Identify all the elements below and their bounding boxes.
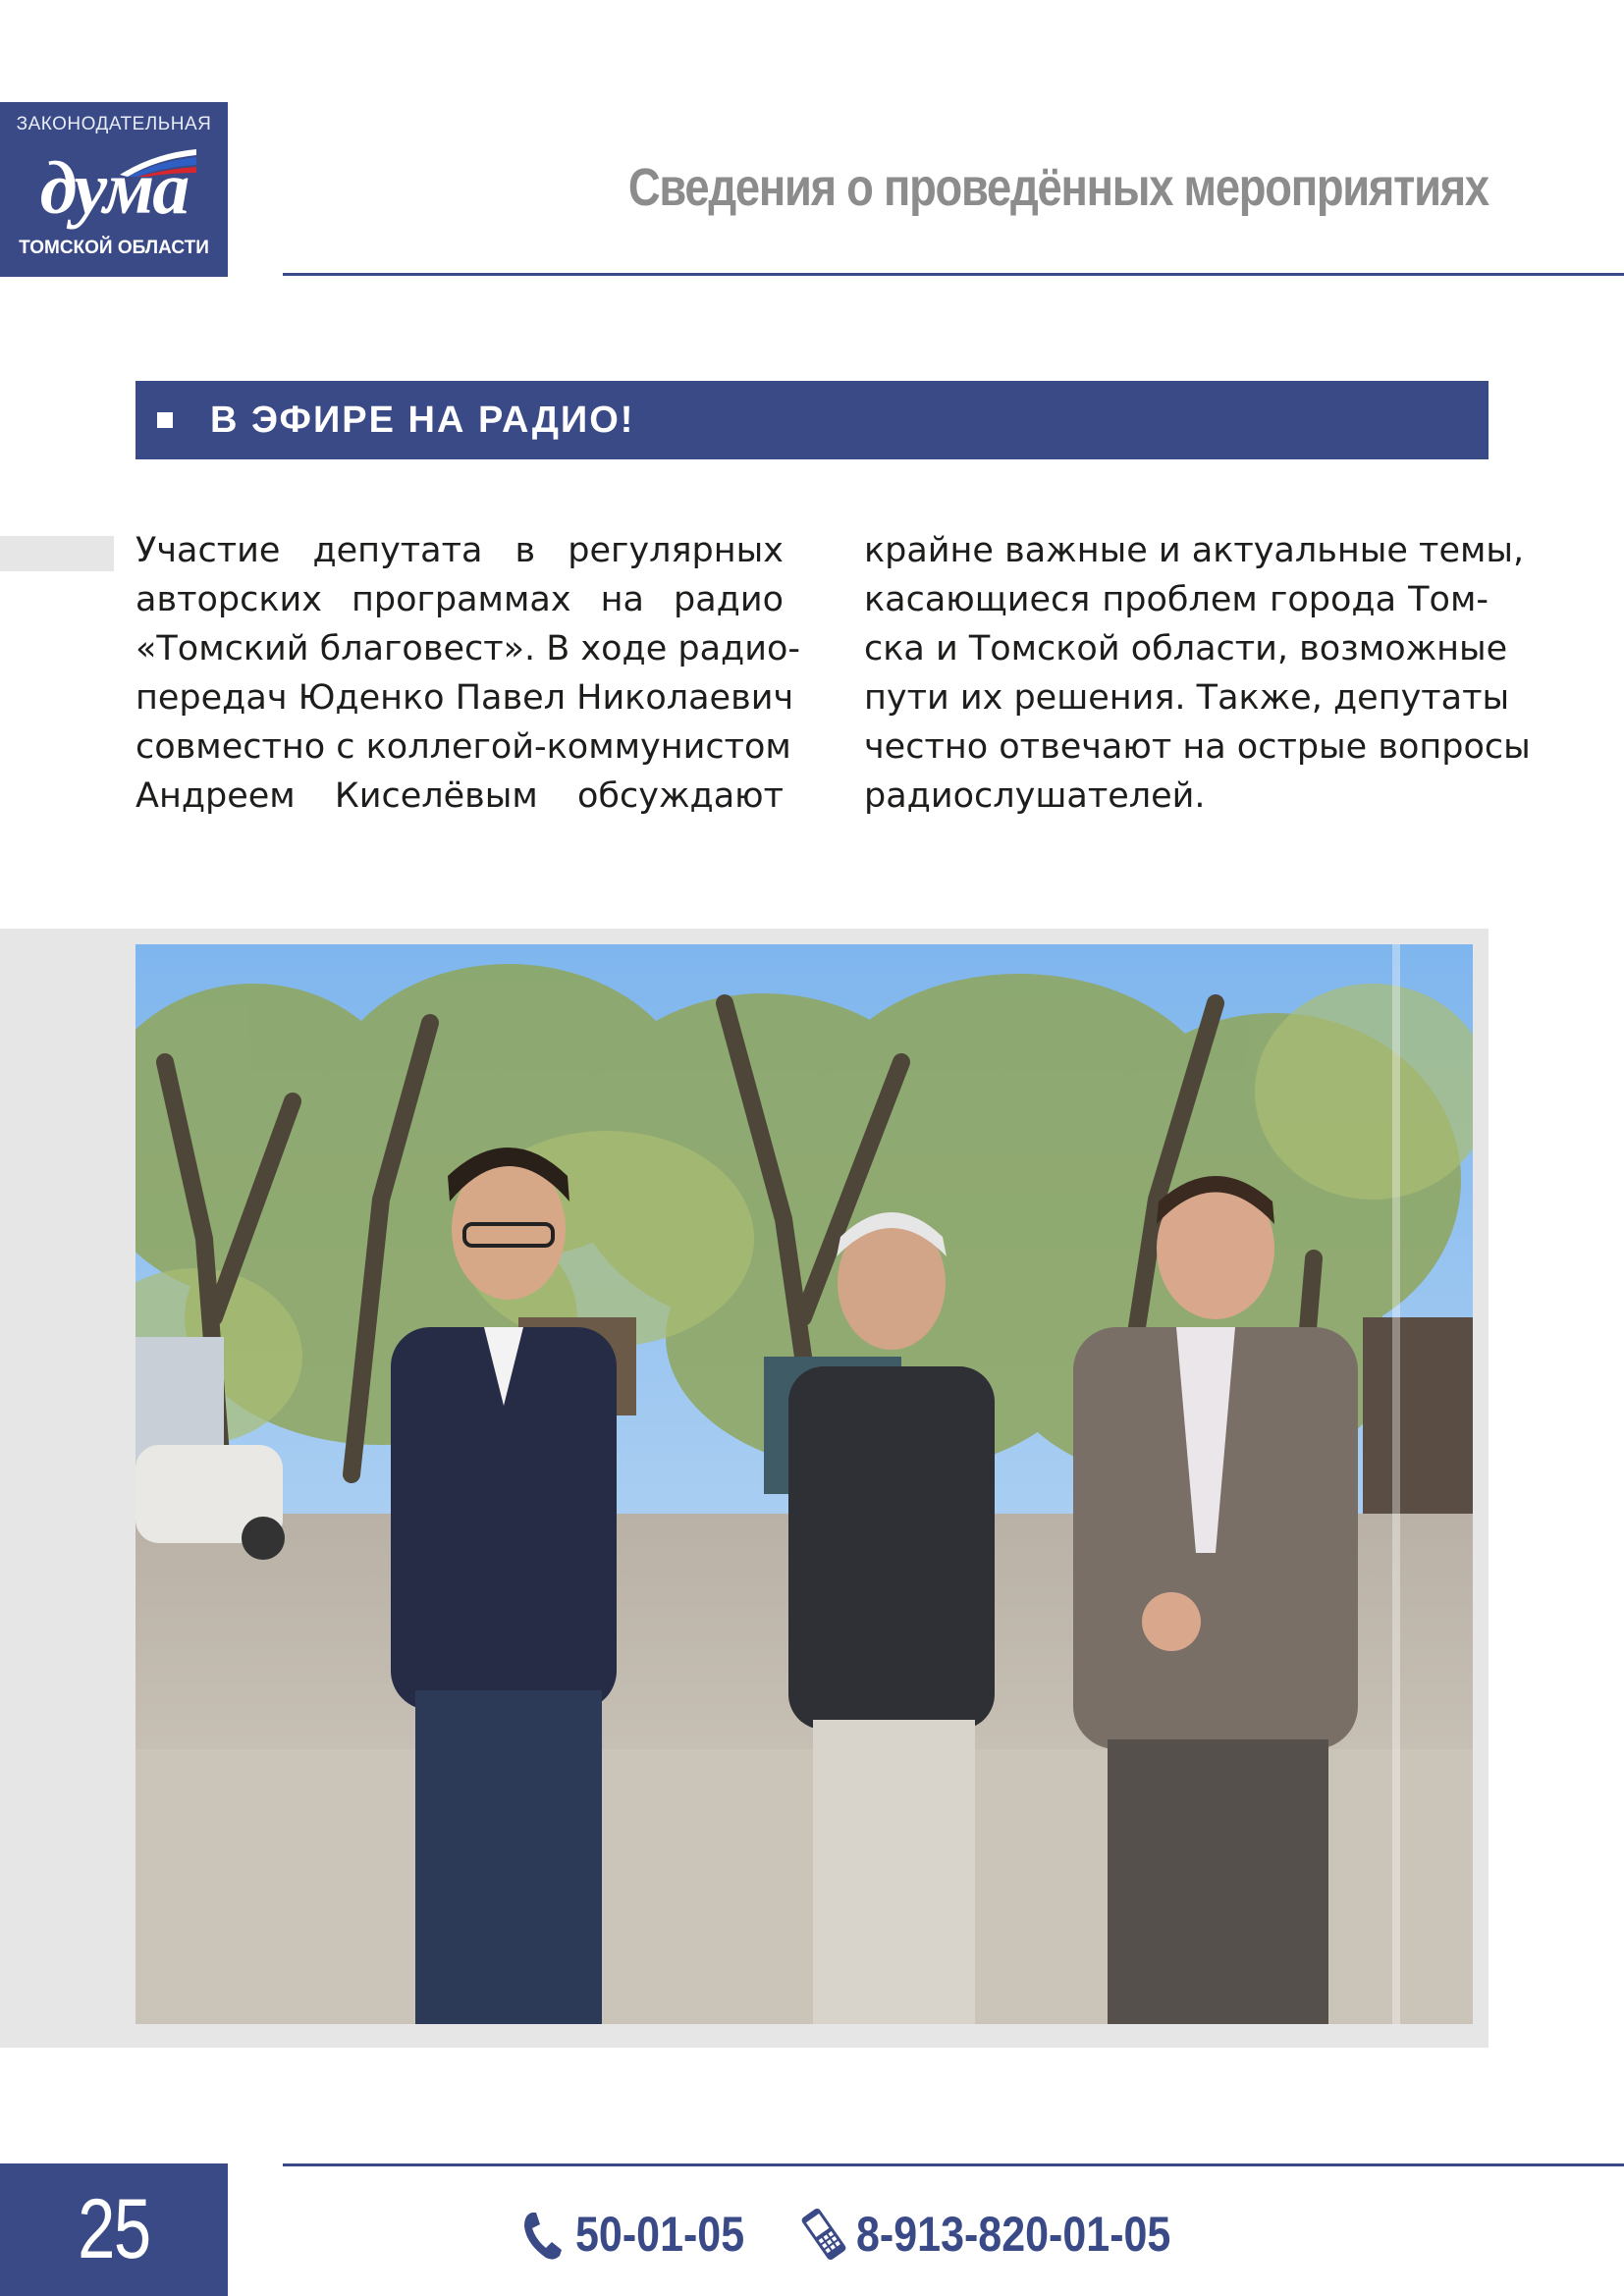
contact-info [520, 2203, 1222, 2266]
article-line: ска и Томской области, возможные [864, 629, 1508, 668]
article-right-column [864, 526, 1531, 821]
page-number-box [0, 2163, 228, 2296]
article-line: касающиеся проблем города Том- [864, 580, 1489, 619]
event-photo [135, 944, 1473, 2024]
article-left-column [135, 526, 801, 821]
phone-handset-icon [520, 2207, 566, 2262]
square-bullet-icon [157, 412, 173, 428]
article-line: крайне важные и актуальные темы, [864, 531, 1525, 570]
header-divider [283, 273, 1624, 276]
article-line: пути их решения. Также, депутаты [864, 678, 1510, 718]
page-number: 25 [78, 2182, 150, 2276]
photo-illustration [135, 944, 1473, 2024]
section-heading-bar [135, 381, 1489, 459]
article-line: совместно с коллегой-коммунистом [135, 727, 791, 767]
article-line: радиослушателей. [864, 776, 1206, 816]
section-heading: В ЭФИРЕ НА РАДИО! [210, 399, 635, 441]
footer-divider [283, 2163, 1624, 2166]
mobile-phone-icon [801, 2207, 846, 2262]
mobile-number: 8-913-820-01-05 [856, 2207, 1171, 2262]
article-line: честно отвечают на острые вопросы [864, 727, 1531, 767]
article-line: Андреем Киселёвым обсуждают [135, 776, 784, 816]
page-title: Сведения о проведённых мероприятиях [627, 158, 1489, 217]
article-line: «Томский благовест». В ходе радио- [135, 629, 801, 668]
side-accent-tab [0, 536, 114, 571]
article-line: авторских программах на радио [135, 580, 784, 619]
logo-word: дума [39, 147, 189, 230]
logo-bottom-text: ТОМСКОЙ ОБЛАСТИ [19, 238, 209, 258]
logo-mark [0, 139, 228, 238]
duma-logo [0, 102, 228, 277]
logo-top-text: ЗАКОНОДАТЕЛЬНАЯ [16, 114, 212, 134]
article-line: передач Юденко Павел Николаевич [135, 678, 794, 718]
article-line: Участие депутата в регулярных [135, 531, 784, 570]
phone-number: 50-01-05 [575, 2207, 745, 2262]
